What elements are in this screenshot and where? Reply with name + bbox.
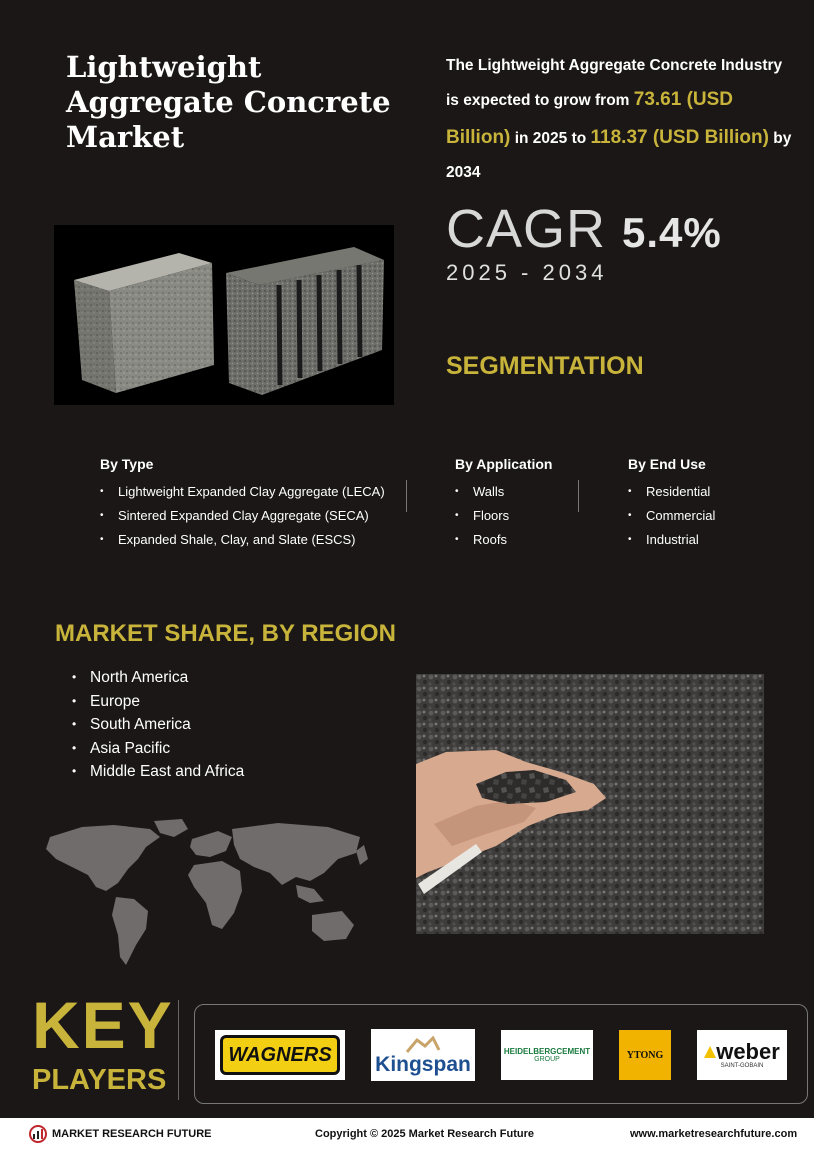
list-item: • Industrial xyxy=(628,528,788,552)
segmentation-title: SEGMENTATION xyxy=(446,352,644,380)
list-item: • Lightweight Expanded Clay Aggregate (LECA) xyxy=(100,480,400,504)
region-list xyxy=(72,666,244,784)
ytong-logo: YTONG xyxy=(619,1030,671,1080)
list-item: • Walls xyxy=(455,480,575,504)
list-item: • Europe xyxy=(72,690,244,714)
players-heading: PLAYERS xyxy=(32,1064,167,1096)
region-title: MARKET SHARE, BY REGION xyxy=(55,620,396,647)
footer-copyright: Copyright © 2025 Market Research Future xyxy=(315,1128,535,1140)
footer-brand: MARKET RESEARCH FUTURE xyxy=(52,1128,212,1140)
kingspan-logo: Kingspan xyxy=(371,1029,475,1081)
segment-by-end-use xyxy=(628,456,788,552)
segment-heading: By End Use xyxy=(628,456,706,472)
aggregate-hand-image xyxy=(416,674,764,934)
cagr-value: 5.4% xyxy=(622,209,722,256)
cagr-label: CAGR 5.4% xyxy=(446,199,722,259)
cagr-period: 2025 - 2034 xyxy=(446,260,608,285)
list-item: • South America xyxy=(72,713,244,737)
list-item: • Residential xyxy=(628,480,788,504)
heidelbergcement-logo: HEIDELBERGCEMENT GROUP xyxy=(501,1030,593,1080)
weber-logo: weber SAINT-GOBAIN xyxy=(697,1030,787,1080)
key-heading: KEY xyxy=(32,988,174,1062)
footer-website[interactable]: www.marketresearchfuture.com xyxy=(630,1128,798,1140)
value-2034: 118.37 (USD Billion) xyxy=(590,127,769,148)
world-map xyxy=(42,815,372,980)
segment-by-type xyxy=(100,456,400,552)
wagners-logo: WAGNERS xyxy=(215,1030,345,1080)
list-item: • Expanded Shale, Clay, and Slate (ESCS) xyxy=(100,528,400,552)
list-item: • Middle East and Africa xyxy=(72,760,244,784)
page-title xyxy=(66,50,396,154)
divider xyxy=(178,1000,179,1100)
divider xyxy=(406,480,407,512)
value-2025: 73.61 (USD Billion) xyxy=(446,89,734,148)
list-item: • Asia Pacific xyxy=(72,737,244,761)
title-line: Aggregate Concrete xyxy=(66,84,391,119)
list-item: • Commercial xyxy=(628,504,788,528)
title-line: Lightweight xyxy=(66,50,262,84)
list-item: • North America xyxy=(72,666,244,690)
concrete-blocks-image xyxy=(54,225,394,405)
divider xyxy=(578,480,579,512)
footer xyxy=(0,1118,814,1150)
segment-heading: By Type xyxy=(100,456,154,472)
logos-panel xyxy=(194,1004,808,1104)
segment-heading: By Application xyxy=(455,456,553,472)
list-item: • Roofs xyxy=(455,528,575,552)
mrf-logo-icon xyxy=(28,1124,48,1144)
title-line: Market xyxy=(66,119,185,154)
list-item: • Floors xyxy=(455,504,575,528)
list-item: • Sintered Expanded Clay Aggregate (SECA) xyxy=(100,504,400,528)
segment-by-application xyxy=(455,456,575,552)
market-intro: The Lightweight Aggregate Concrete Industry is expected to grow from 73.61 (USD Billion) in 2025 to 118.37 (USD Billion) by 2034 xyxy=(446,57,792,181)
